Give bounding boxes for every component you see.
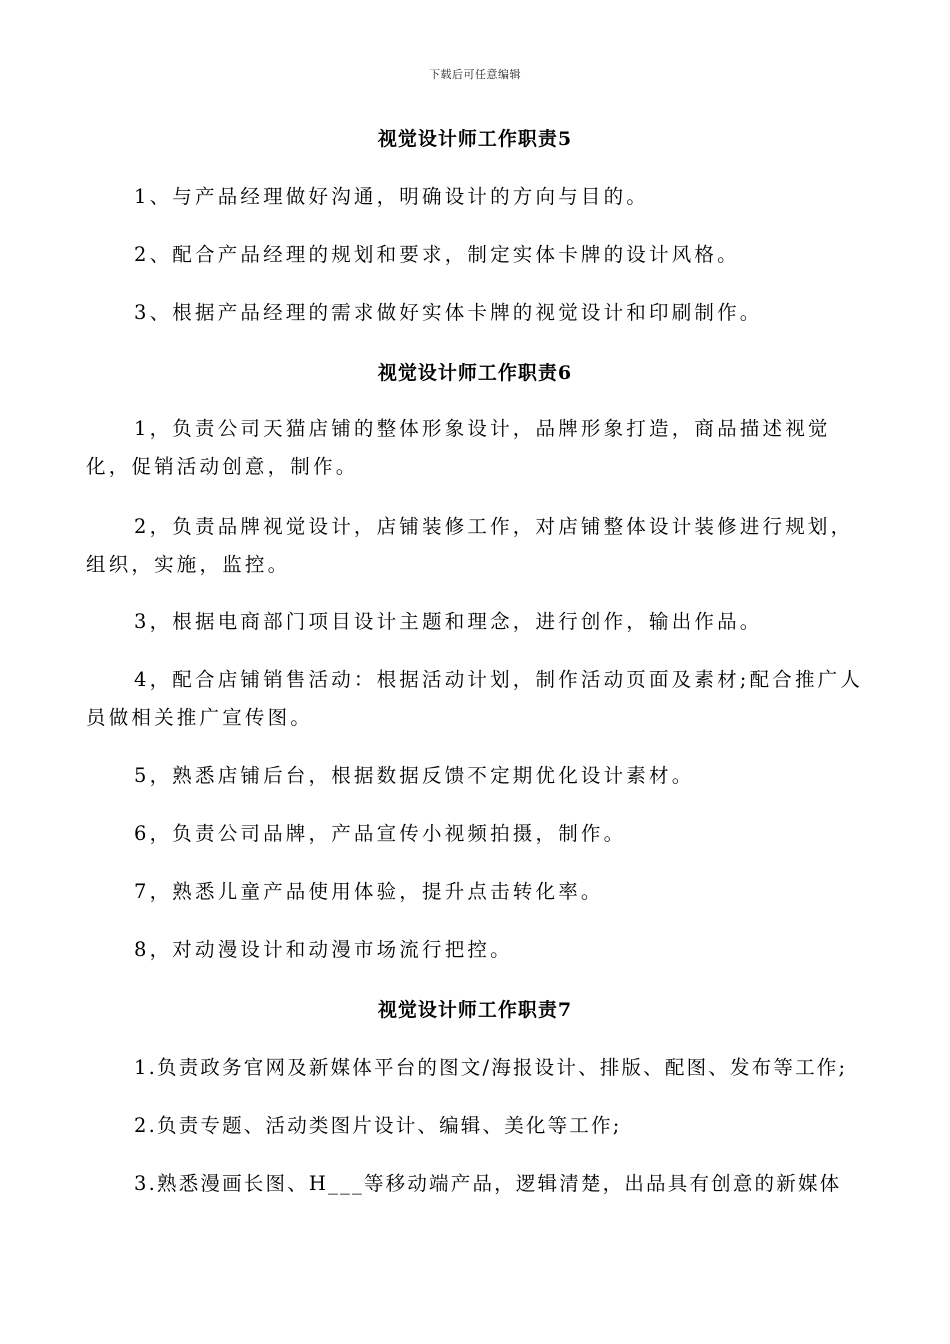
section-title-7: 视觉设计师工作职责7 — [377, 999, 573, 1021]
section-title-5: 视觉设计师工作职责5 — [377, 128, 573, 150]
section6-item-3: 3，根据电商部门项目设计主题和理念，进行创作，输出作品。 — [134, 610, 763, 633]
section6-item-4: 4，配合店铺销售活动：根据活动计划，制作活动页面及素材;配合推广人员做相关推广宣传图。 — [86, 668, 864, 729]
section6-item-6: 6，负责公司品牌，产品宣传小视频拍摄，制作。 — [134, 822, 627, 845]
section7-item-3: 3.熟悉漫画长图、H___等移动端产品，逻辑清楚，出品具有创意的新媒体 — [134, 1172, 842, 1195]
section5-item-3: 3、根据产品经理的需求做好实体卡牌的视觉设计和印刷制作。 — [134, 301, 763, 324]
section6-item-7: 7，熟悉儿童产品使用体验，提升点击转化率。 — [134, 880, 604, 903]
section6-item-2: 2，负责品牌视觉设计，店铺装修工作，对店铺整体设计装修进行规划，组织，实施，监控。 — [86, 515, 854, 576]
section7-item-1: 1.负责政务官网及新媒体平台的图文/海报设计、排版、配图、发布等工作; — [134, 1056, 848, 1079]
section6-item-5: 5，熟悉店铺后台，根据数据反馈不定期优化设计素材。 — [134, 764, 695, 787]
section5-item-1: 1、与产品经理做好沟通，明确设计的方向与目的。 — [134, 185, 650, 208]
header-note: 下载后可任意编辑 — [429, 68, 521, 81]
section6-item-8: 8，对动漫设计和动漫市场流行把控。 — [134, 938, 513, 961]
section7-item-2: 2.负责专题、活动类图片设计、编辑、美化等工作; — [134, 1114, 622, 1137]
section-title-6: 视觉设计师工作职责6 — [377, 362, 573, 384]
section5-item-2: 2、配合产品经理的规划和要求，制定实体卡牌的设计风格。 — [134, 243, 740, 266]
section6-item-1: 1，负责公司天猫店铺的整体形象设计，品牌形象打造，商品描述视觉化，促销活动创意，制作。 — [86, 417, 831, 478]
